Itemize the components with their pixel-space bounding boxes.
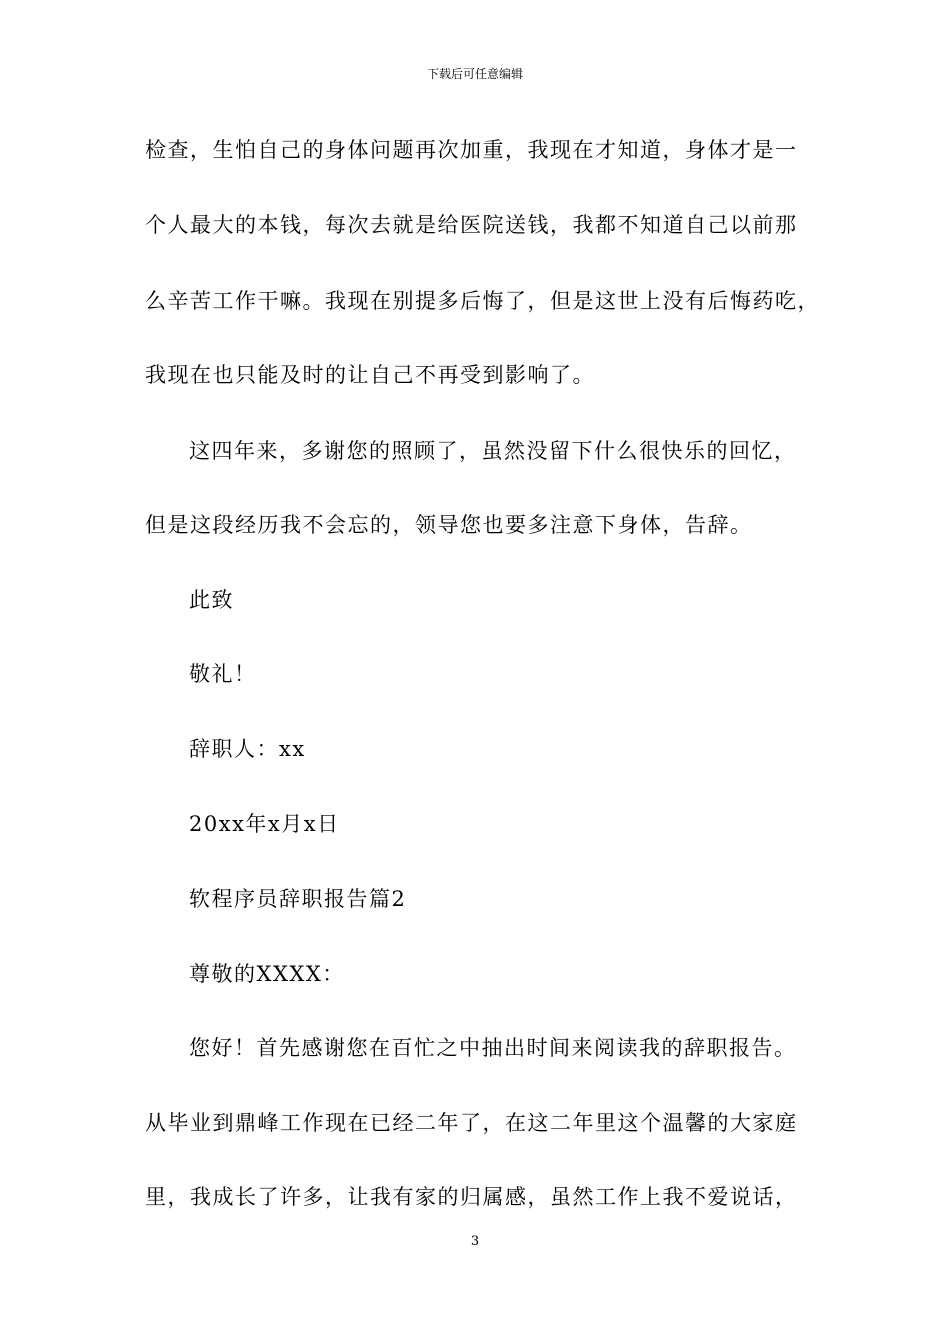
body-line: 但是这段经历我不会忘的，领导您也要多注意下身体，告辞。 (145, 513, 753, 537)
body-line: 这四年来，多谢您的照顾了，虽然没留下什么很快乐的回忆， (189, 439, 797, 463)
page-header: 下载后可任意编辑 (426, 67, 523, 81)
greeting-line: 尊敬的XXXX： (189, 962, 345, 986)
date-line: 20xx年x月x日 (189, 812, 340, 836)
closing-regards: 敬礼！ (189, 662, 257, 686)
body-line: 里，我成长了许多，让我有家的归属感，虽然工作上我不爱说话， (145, 1185, 798, 1209)
closing-salutation: 此致 (189, 588, 234, 612)
page-number: 3 (470, 1234, 480, 1249)
body-line: 从毕业到鼎峰工作现在已经二年了，在这二年里这个温馨的大家庭 (145, 1111, 798, 1135)
body-line: 您好！首先感谢您在百忙之中抽出时间来阅读我的辞职报告。 (189, 1036, 797, 1060)
section-title: 软程序员辞职报告篇2 (189, 887, 407, 911)
body-line: 检查，生怕自己的身体问题再次加重，我现在才知道，身体才是一 (145, 138, 798, 162)
body-line: 么辛苦工作干嘛。我现在别提多后悔了，但是这世上没有后悔药吃， (145, 289, 820, 313)
body-line: 个人最大的本钱，每次去就是给医院送钱，我都不知道自己以前那 (145, 213, 798, 237)
signature-line: 辞职人：xx (189, 737, 306, 761)
body-line: 我现在也只能及时的让自己不再受到影响了。 (145, 363, 595, 387)
